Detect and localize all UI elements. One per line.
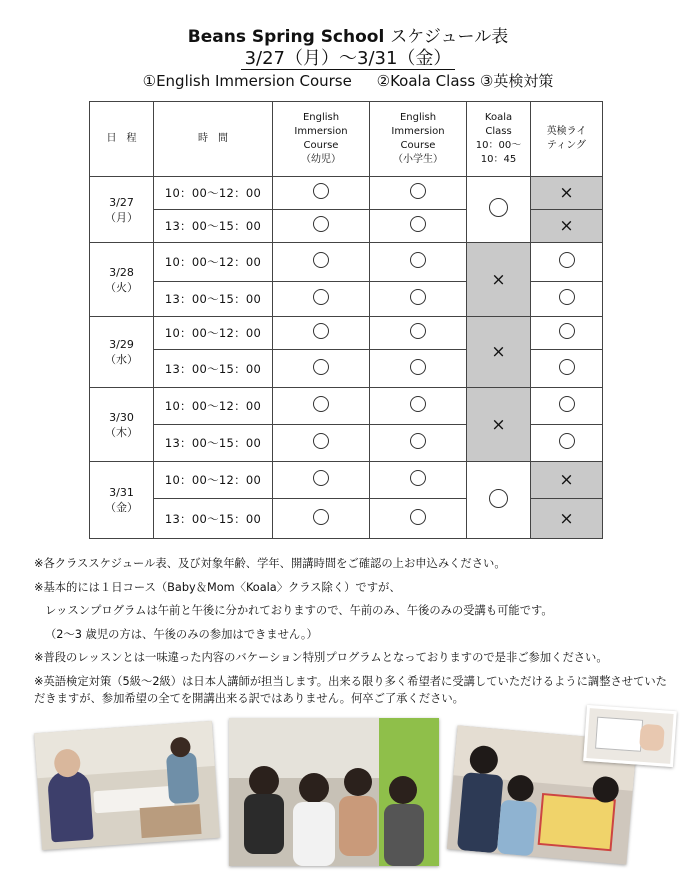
note-line: ※普段のレッスンとは一味違った内容のバケーション特別プログラムとなっておりますので是非ご参加ください。 bbox=[34, 651, 608, 664]
course-list bbox=[0, 70, 696, 91]
note-line: ※基本的には１日コース（Baby＆Mom〈Koala〉クラス除く）ですが、 bbox=[34, 580, 401, 594]
time-cell: 10：00～12：00 bbox=[154, 388, 273, 425]
mark-available bbox=[273, 282, 370, 317]
table-row bbox=[90, 317, 603, 350]
note-line: （2～3 歳児の方は、午後のみの参加はできません。） bbox=[45, 627, 318, 641]
date-range bbox=[0, 44, 696, 70]
mark-available bbox=[273, 177, 370, 210]
note-line: ※各クラススケジュール表、及び対象年齢、学年、開講時間をご確認の上お申込みください。 bbox=[34, 557, 506, 570]
mark-available bbox=[273, 317, 370, 350]
time-cell: 13：00～15：00 bbox=[154, 425, 273, 462]
day-cell: 3/30 （木） bbox=[90, 388, 154, 462]
date-range-text: 3/27（月）～3/31（金） bbox=[241, 48, 456, 70]
table-row bbox=[90, 243, 603, 282]
day-cell: 3/28 （火） bbox=[90, 243, 154, 317]
mark-unavailable: × bbox=[531, 499, 603, 539]
time-cell: 10：00～12：00 bbox=[154, 177, 273, 210]
time-cell: 13：00～15：00 bbox=[154, 210, 273, 243]
mark-available bbox=[273, 425, 370, 462]
header-eng-kinder: English Immersion Course （幼児） bbox=[273, 102, 370, 177]
day-cell: 3/27 （月） bbox=[90, 177, 154, 243]
mark-available bbox=[370, 243, 467, 282]
note-line: ※英語検定対策（5級～2級）は日本人講師が担当します。出来る限り多く希望者に受講していただけるように調整させていただきますが、参加希望の全てを開講出来る訳ではありません。何卒ご了承ください。 bbox=[34, 674, 667, 705]
time-cell: 13：00～15：00 bbox=[154, 350, 273, 388]
header-eiken: 英検ライ ティング bbox=[531, 102, 603, 177]
photo-classroom-teacher bbox=[34, 721, 220, 850]
day-cell: 3/31 （金） bbox=[90, 462, 154, 539]
mark-available bbox=[273, 210, 370, 243]
time-cell: 10：00～12：00 bbox=[154, 317, 273, 350]
mark-available bbox=[273, 462, 370, 499]
table-header-row bbox=[90, 102, 603, 177]
mark-unavailable: × bbox=[531, 177, 603, 210]
mark-unavailable: × bbox=[531, 210, 603, 243]
mark-available bbox=[370, 282, 467, 317]
schedule-table bbox=[89, 101, 603, 539]
mark-available bbox=[273, 499, 370, 539]
title-schedule: スケジュール表 bbox=[390, 27, 509, 47]
mark-available bbox=[531, 425, 603, 462]
course-3: ③英検対策 bbox=[479, 72, 554, 90]
day-cell: 3/29 （水） bbox=[90, 317, 154, 388]
mark-available bbox=[370, 317, 467, 350]
header-eng-elem: English Immersion Course （小学生） bbox=[370, 102, 467, 177]
time-cell: 10：00～12：00 bbox=[154, 243, 273, 282]
title-school: Beans Spring School bbox=[187, 27, 385, 47]
mark-available bbox=[370, 462, 467, 499]
mark-available bbox=[273, 243, 370, 282]
table-row bbox=[90, 388, 603, 425]
mark-available bbox=[370, 210, 467, 243]
mark-unavailable: × bbox=[467, 243, 531, 317]
mark-available bbox=[467, 177, 531, 243]
mark-available bbox=[273, 350, 370, 388]
mark-available bbox=[273, 388, 370, 425]
mark-available bbox=[370, 388, 467, 425]
mark-available bbox=[370, 425, 467, 462]
header-time: 時 間 bbox=[154, 102, 273, 177]
header-koala: Koala Class 10：00～ 10：45 bbox=[467, 102, 531, 177]
photo-workbook bbox=[583, 705, 677, 767]
header-day: 日 程 bbox=[90, 102, 154, 177]
mark-unavailable: × bbox=[531, 462, 603, 499]
mark-available bbox=[531, 350, 603, 388]
mark-available bbox=[467, 462, 531, 539]
notes bbox=[34, 552, 674, 707]
table-row bbox=[90, 177, 603, 210]
mark-available bbox=[531, 317, 603, 350]
time-cell: 13：00～15：00 bbox=[154, 499, 273, 539]
table-row bbox=[90, 462, 603, 499]
mark-unavailable: × bbox=[467, 388, 531, 462]
mark-unavailable: × bbox=[467, 317, 531, 388]
mark-available bbox=[531, 243, 603, 282]
note-line: レッスンプログラムは午前と午後に分かれておりますので、午前のみ、午後のみの受講も可能です。 bbox=[45, 604, 553, 617]
mark-available bbox=[370, 499, 467, 539]
time-cell: 13：00～15：00 bbox=[154, 282, 273, 317]
mark-available bbox=[370, 177, 467, 210]
course-2: ②Koala Class bbox=[376, 72, 476, 90]
mark-available bbox=[531, 282, 603, 317]
photo-kids-group bbox=[229, 718, 439, 866]
course-1: ①English Immersion Course bbox=[142, 72, 352, 90]
mark-available bbox=[531, 388, 603, 425]
mark-available bbox=[370, 350, 467, 388]
time-cell: 10：00～12：00 bbox=[154, 462, 273, 499]
